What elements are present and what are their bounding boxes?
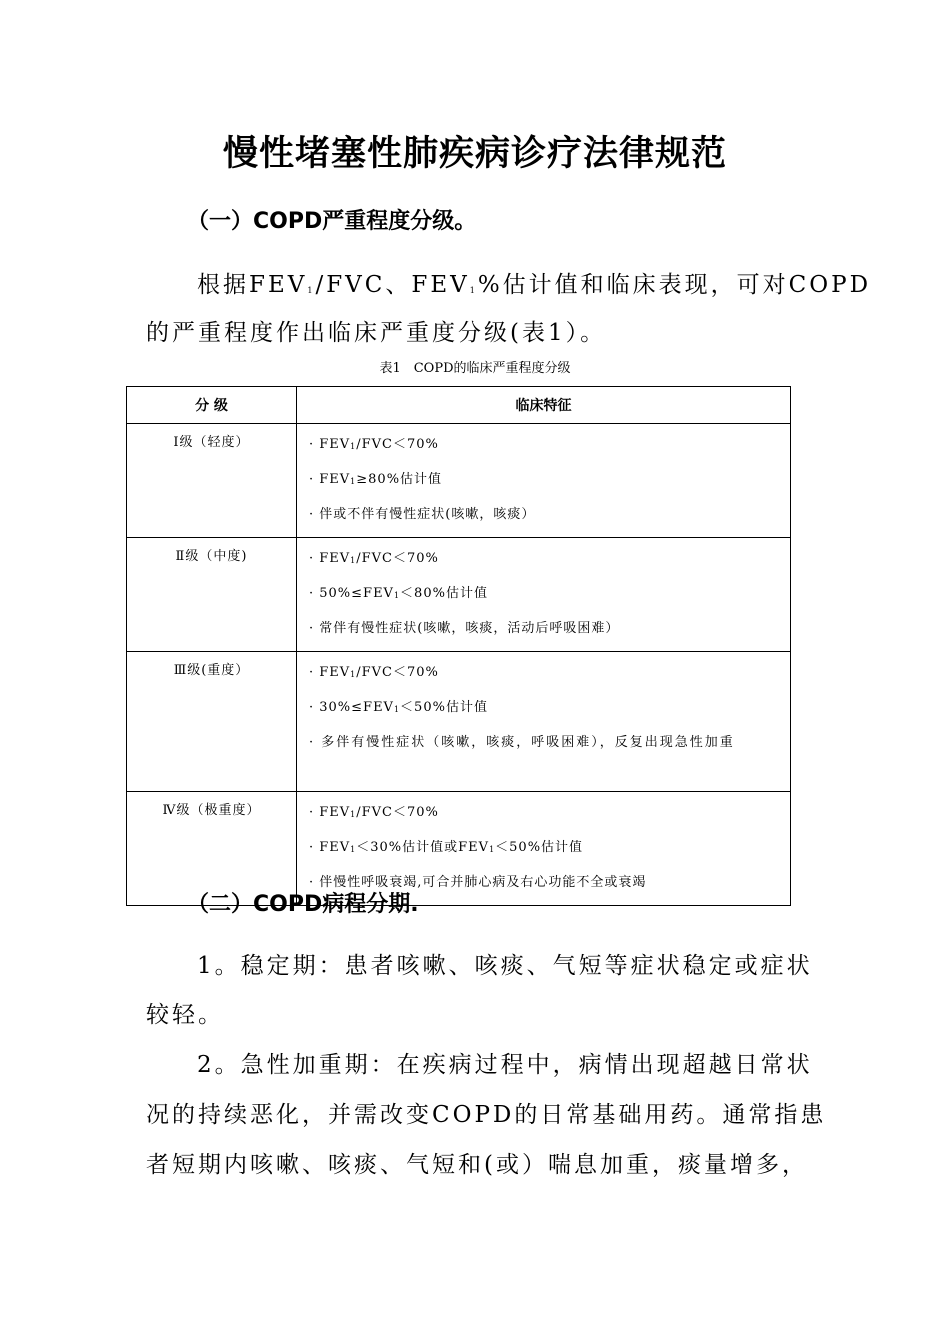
feature-item: · $FEV_1<30\%$估计值或$FEV_1<50\%$估计值 bbox=[309, 840, 584, 855]
section-heading-staging: （二）COPD病程分期. bbox=[187, 892, 419, 917]
features-cell bbox=[297, 538, 791, 652]
severity-table bbox=[126, 386, 791, 906]
section-heading-severity: （一）COPD严重程度分级。 bbox=[187, 209, 477, 234]
feature-item: · 多伴有慢性症状（咳嗽，咳痰，呼吸困难），反复出现急性加重 bbox=[309, 735, 735, 750]
feature-item: · $FEV_1/FVC<70\%$ bbox=[309, 665, 439, 680]
features-cell bbox=[297, 424, 791, 538]
feature-item: · $FEV_1\ge 80\%$估计值 bbox=[309, 472, 443, 487]
intro-line-2: 的严重程度作出临床严重度分级(表1）。 bbox=[146, 320, 607, 346]
table-row bbox=[127, 652, 791, 792]
feature-item: · 伴慢性呼吸衰竭,可合并肺心病及右心功能不全或衰竭 bbox=[309, 875, 647, 890]
document-title: 慢性堵塞性肺疾病诊疗法律规范 bbox=[222, 134, 727, 174]
feature-item: · $50\%\le FEV_1<80\%$估计值 bbox=[309, 586, 488, 601]
table-row bbox=[127, 538, 791, 652]
table-header-row bbox=[127, 387, 791, 424]
table-row bbox=[127, 424, 791, 538]
grade-cell: Ⅲ级(重度） bbox=[127, 652, 297, 792]
grade-cell: Ⅳ级（极重度） bbox=[127, 792, 297, 906]
body-p2-line2: 况的持续恶化，并需改变COPD的日常基础用药。通常指患 bbox=[146, 1102, 827, 1128]
feature-item: · $FEV_1/FVC<70\%$ bbox=[309, 551, 439, 566]
intro-line-1: 根据$FEV_1$/FVC、$FEV_1\%$估计值和临床表现，可对COPD bbox=[197, 272, 872, 298]
body-p1-line1: 1。稳定期：患者咳嗽、咳痰、气短等症状稳定或症状 bbox=[197, 953, 813, 979]
feature-item: · $FEV_1/FVC<70\%$ bbox=[309, 805, 439, 820]
feature-item: · 常伴有慢性症状(咳嗽，咳痰，活动后呼吸困难） bbox=[309, 621, 620, 636]
feature-item: · $FEV_1/FVC<70\%$ bbox=[309, 437, 439, 452]
header-features: 临床特征 bbox=[297, 387, 791, 424]
body-p2-line1: 2。急性加重期：在疾病过程中，病情出现超越日常状 bbox=[197, 1052, 813, 1078]
grade-cell: Ⅰ级（轻度） bbox=[127, 424, 297, 538]
table-caption: 表1 COPD的临床严重程度分级 bbox=[379, 361, 571, 376]
features-cell bbox=[297, 652, 791, 792]
grade-cell: Ⅱ级（中度) bbox=[127, 538, 297, 652]
body-p2-line3: 者短期内咳嗽、咳痰、气短和(或）喘息加重，痰量增多， bbox=[146, 1152, 808, 1178]
body-p1-line2: 较轻。 bbox=[146, 1002, 224, 1028]
feature-item: · 伴或不伴有慢性症状(咳嗽，咳痰） bbox=[309, 507, 536, 522]
feature-item: · $30\%\le FEV_1<50\%$估计值 bbox=[309, 700, 488, 715]
header-grade: 分 级 bbox=[127, 387, 297, 424]
